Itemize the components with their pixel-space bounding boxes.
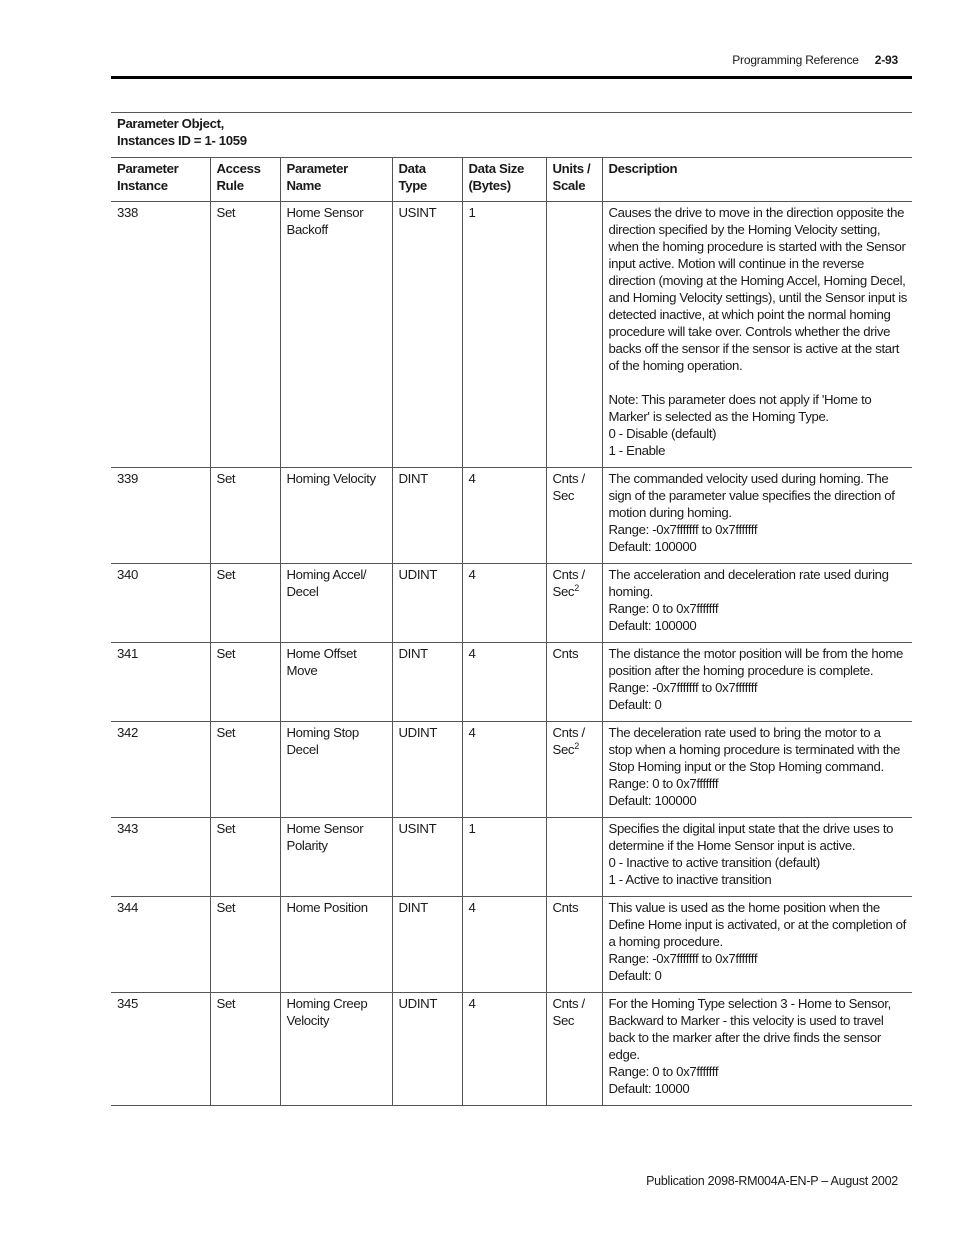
description-cell: [602, 897, 912, 993]
parameter-instance-cell: 339: [111, 468, 210, 564]
access-rule-cell: Set: [210, 643, 280, 722]
description-line: Default: 100000: [608, 539, 697, 554]
data-type-cell: DINT: [392, 897, 462, 993]
header-section-title: Programming Reference: [732, 53, 859, 67]
parameter-name-cell: Homing Stop Decel: [280, 722, 392, 818]
description-line: The commanded velocity used during homing. The sign of the parameter value specifies the direction of motion during homing.: [608, 471, 895, 520]
parameter-instance-cell: 338: [111, 202, 210, 468]
parameter-name-cell: Home Offset Move: [280, 643, 392, 722]
parameter-name-cell: Home Sensor Polarity: [280, 818, 392, 897]
description-line: Default: 100000: [608, 793, 697, 808]
table-row: [111, 468, 912, 564]
column-header-data-size: Data Size (Bytes): [462, 158, 546, 202]
access-rule-cell: Set: [210, 993, 280, 1106]
page-header: [111, 50, 912, 79]
table-row: [111, 643, 912, 722]
units-scale-cell: Cnts / Sec: [546, 993, 602, 1106]
data-size-cell: 4: [462, 468, 546, 564]
access-rule-cell: Set: [210, 722, 280, 818]
column-header-parameter-instance: Parameter Instance: [111, 158, 210, 202]
units-superscript: 2: [574, 741, 579, 751]
access-rule-cell: Set: [210, 202, 280, 468]
parameter-name-cell: Home Sensor Backoff: [280, 202, 392, 468]
units-scale-cell: Cnts: [546, 897, 602, 993]
parameter-table: [111, 112, 912, 1106]
access-rule-cell: Set: [210, 468, 280, 564]
data-size-cell: 4: [462, 643, 546, 722]
parameter-name-cell: Homing Creep Velocity: [280, 993, 392, 1106]
units-scale-cell: Cnts / Sec$^2$: [546, 722, 602, 818]
description-line: 0 - Disable (default): [608, 426, 717, 441]
data-type-cell: UDINT: [392, 993, 462, 1106]
data-size-cell: 1: [462, 818, 546, 897]
description-line: Default: 100000: [608, 618, 697, 633]
table-row: [111, 564, 912, 643]
column-header-units-scale: Units / Scale: [546, 158, 602, 202]
units-scale-cell: Cnts / Sec$^2$: [546, 564, 602, 643]
units-scale-cell: [546, 818, 602, 897]
description-line: Default: 10000: [608, 1081, 690, 1096]
table-row: [111, 722, 912, 818]
parameter-name-cell: Homing Accel/ Decel: [280, 564, 392, 643]
description-line: This value is used as the home position when the Define Home input is activated, or at the completion of a homing procedure.: [608, 900, 906, 949]
table-row: [111, 897, 912, 993]
units-scale-cell: Cnts / Sec: [546, 468, 602, 564]
description-line: Range: -0x7fffffff to 0x7fffffff: [608, 680, 758, 695]
table-caption: [111, 113, 912, 158]
access-rule-cell: Set: [210, 564, 280, 643]
description-line: 0 - Inactive to active transition (default): [608, 855, 820, 870]
description-line: Range: -0x7fffffff to 0x7fffffff: [608, 522, 758, 537]
units-superscript: 2: [574, 583, 579, 593]
description-line: Range: 0 to 0x7fffffff: [608, 601, 719, 616]
description-cell: [602, 564, 912, 643]
table-row: [111, 818, 912, 897]
data-type-cell: DINT: [392, 643, 462, 722]
caption-line-2: Instances ID = 1- 1059: [117, 133, 247, 148]
description-cell: [602, 993, 912, 1106]
description-line: Range: 0 to 0x7fffffff: [608, 776, 719, 791]
parameter-instance-cell: 345: [111, 993, 210, 1106]
description-cell: [602, 722, 912, 818]
parameter-name-cell: Home Position: [280, 897, 392, 993]
parameter-instance-cell: 341: [111, 643, 210, 722]
description-line: For the Homing Type selection 3 - Home to Sensor, Backward to Marker - this velocity is used to travel back to the marker after the drive finds the sensor edge.: [608, 996, 891, 1062]
data-size-cell: 4: [462, 564, 546, 643]
table-row: [111, 202, 912, 468]
description-line: 1 - Active to inactive transition: [608, 872, 772, 887]
description-line: The deceleration rate used to bring the motor to a stop when a homing procedure is terminated with the Stop Homing input or the Stop Homing command.: [608, 725, 900, 774]
publication-footer: Publication 2098-RM004A-EN-P – August 2002: [646, 1174, 898, 1188]
parameter-name-cell: Homing Velocity: [280, 468, 392, 564]
description-line: Note: This parameter does not apply if 'Home to Marker' is selected as the Homing Type.: [608, 392, 872, 424]
description-line: Range: -0x7fffffff to 0x7fffffff: [608, 951, 758, 966]
table-caption-row: [111, 113, 912, 158]
description-line: Range: 0 to 0x7fffffff: [608, 1064, 719, 1079]
units-scale-cell: [546, 202, 602, 468]
parameter-instance-cell: 343: [111, 818, 210, 897]
data-size-cell: 4: [462, 722, 546, 818]
data-size-cell: 4: [462, 993, 546, 1106]
column-header-data-type: Data Type: [392, 158, 462, 202]
description-line: Specifies the digital input state that the drive uses to determine if the Home Sensor input is active.: [608, 821, 894, 853]
parameter-instance-cell: 342: [111, 722, 210, 818]
description-line: The acceleration and deceleration rate used during homing.: [608, 567, 889, 599]
column-header-parameter-name: Parameter Name: [280, 158, 392, 202]
data-size-cell: 1: [462, 202, 546, 468]
data-type-cell: USINT: [392, 202, 462, 468]
access-rule-cell: Set: [210, 897, 280, 993]
description-cell: [602, 643, 912, 722]
header-page-number: 2-93: [874, 53, 898, 67]
parameter-instance-cell: 340: [111, 564, 210, 643]
caption-line-1: Parameter Object,: [117, 116, 224, 131]
data-type-cell: DINT: [392, 468, 462, 564]
data-size-cell: 4: [462, 897, 546, 993]
column-header-row: [111, 158, 912, 202]
header-text: [732, 53, 898, 67]
description-line: Default: 0: [608, 968, 662, 983]
description-line: Causes the drive to move in the direction opposite the direction specified by the Homing Velocity setting, when the homing procedure is started with the Sensor input active. Motion will continue in the reverse direction (moving at the Homing Accel, Homing Decel, and Homing Velocity settings), until the Sensor input is detected inactive, at which point the normal homing procedure will take over. Controls whether the drive backs off the sensor if the sensor is active at the start of the homing operation.: [608, 205, 908, 373]
data-type-cell: UDINT: [392, 722, 462, 818]
description-cell: [602, 202, 912, 468]
parameter-instance-cell: 344: [111, 897, 210, 993]
description-cell: [602, 818, 912, 897]
description-line: Default: 0: [608, 697, 662, 712]
column-header-description: Description: [602, 158, 912, 202]
table-row: [111, 993, 912, 1106]
description-line: 1 - Enable: [608, 443, 666, 458]
description-line: The distance the motor position will be from the home position after the homing procedure is complete.: [608, 646, 903, 678]
units-scale-cell: Cnts: [546, 643, 602, 722]
access-rule-cell: Set: [210, 818, 280, 897]
data-type-cell: UDINT: [392, 564, 462, 643]
description-cell: [602, 468, 912, 564]
data-type-cell: USINT: [392, 818, 462, 897]
column-header-access-rule: Access Rule: [210, 158, 280, 202]
